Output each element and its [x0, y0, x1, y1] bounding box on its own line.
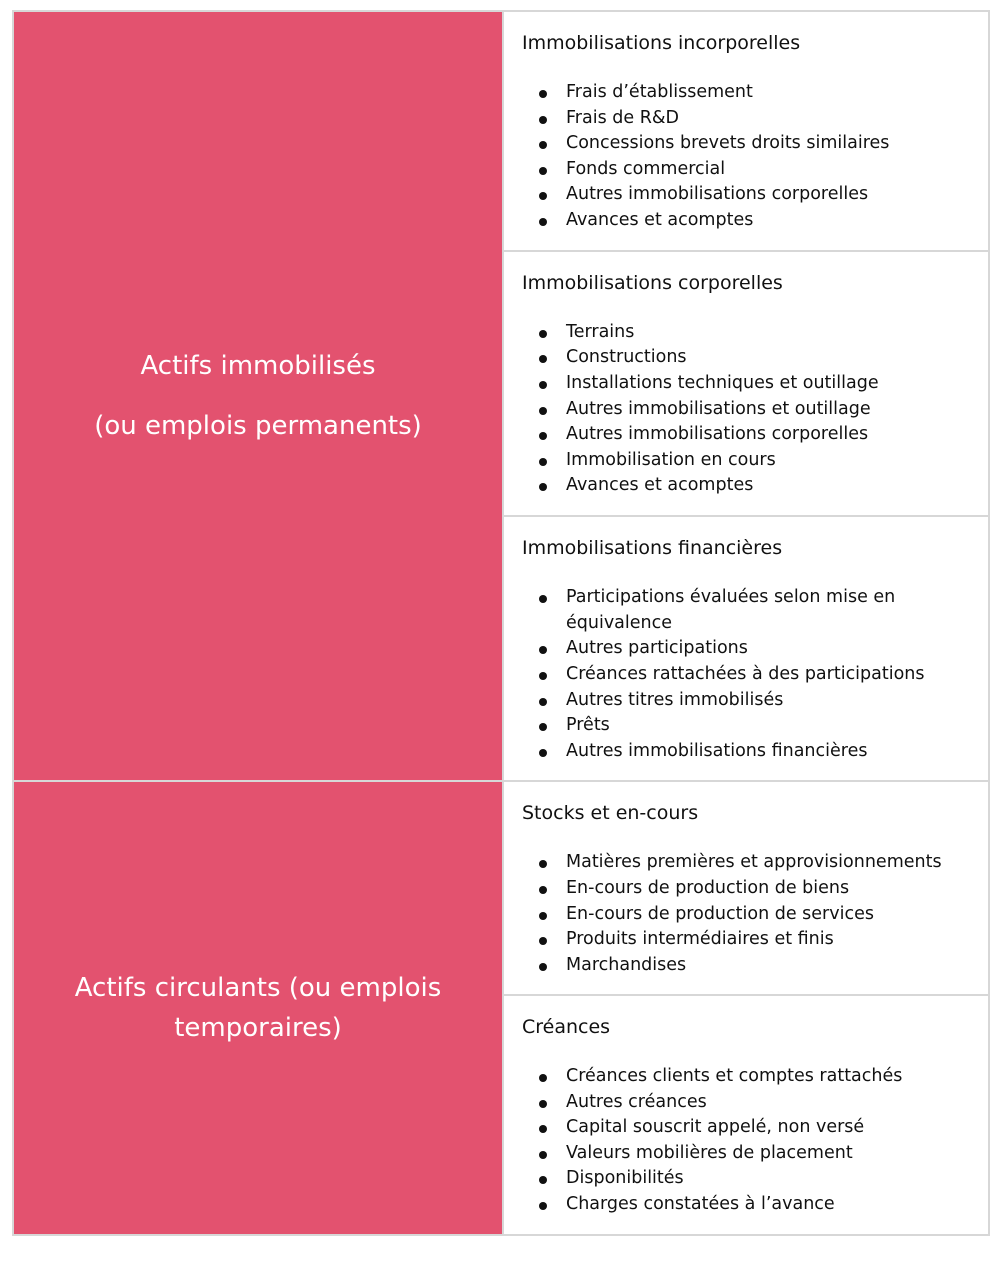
category-title: Actifs circulants (ou emplois temporaires) — [74, 973, 442, 1044]
list-item: Matières premières et approvisionnements — [538, 850, 970, 876]
list-item: En-cours de production de biens — [538, 876, 970, 902]
list-item: Constructions — [538, 345, 970, 371]
list-item: Participations évaluées selon mise en équivalence — [538, 585, 970, 636]
list-item: Frais d’établissement — [538, 80, 970, 106]
list-item: Charges constatées à l’avance — [538, 1192, 970, 1218]
list-item: Autres titres immobilisés — [538, 688, 970, 714]
list-item: Terrains — [538, 320, 970, 346]
list-item: Fonds commercial — [538, 157, 970, 183]
item-list — [522, 1064, 970, 1218]
group-title: Immobilisations financières — [522, 537, 783, 560]
list-item: Concessions brevets droits similaires — [538, 131, 970, 157]
category-subtitle: (ou emplois permanents) — [94, 411, 422, 442]
group-title: Immobilisations incorporelles — [522, 32, 801, 54]
item-list — [522, 80, 970, 234]
list-item: Capital souscrit appelé, non versé — [538, 1115, 970, 1141]
list-item: Avances et acomptes — [538, 473, 970, 499]
group-title: Stocks et en-cours — [522, 802, 699, 825]
item-list — [522, 850, 970, 978]
item-list — [522, 585, 970, 764]
group-title: Immobilisations corporelles — [522, 271, 783, 294]
group-immobilisations-incorporelles — [503, 11, 989, 251]
group-immobilisations-financieres — [503, 516, 989, 781]
list-item: Autres immobilisations corporelles — [538, 182, 970, 208]
category-actifs-circulants — [13, 781, 503, 1235]
list-item: Autres participations — [538, 636, 970, 662]
list-item: Marchandises — [538, 953, 970, 979]
list-item: Créances clients et comptes rattachés — [538, 1064, 970, 1090]
list-item: Créances rattachées à des participations — [538, 662, 970, 688]
list-item: Autres immobilisations financières — [538, 739, 970, 765]
category-title: Actifs immobilisés — [140, 351, 376, 382]
list-item: Produits intermédiaires et finis — [538, 927, 970, 953]
list-item: Installations techniques et outillage — [538, 371, 970, 397]
list-item: Autres immobilisations corporelles — [538, 422, 970, 448]
list-item: Autres immobilisations et outillage — [538, 397, 970, 423]
group-title: Créances — [522, 1016, 611, 1039]
list-item: Valeurs mobilières de placement — [538, 1141, 970, 1167]
asset-classification-table — [12, 10, 990, 1236]
list-item: Frais de R&D — [538, 106, 970, 132]
group-creances — [503, 995, 989, 1235]
list-item: Disponibilités — [538, 1166, 970, 1192]
item-list — [522, 320, 970, 499]
category-actifs-immobilises — [13, 11, 503, 781]
list-item: En-cours de production de services — [538, 902, 970, 928]
list-item: Avances et acomptes — [538, 208, 970, 234]
list-item: Immobilisation en cours — [538, 448, 970, 474]
group-immobilisations-corporelles — [503, 251, 989, 516]
list-item: Autres créances — [538, 1090, 970, 1116]
group-stocks-en-cours — [503, 781, 989, 995]
list-item: Prêts — [538, 713, 970, 739]
